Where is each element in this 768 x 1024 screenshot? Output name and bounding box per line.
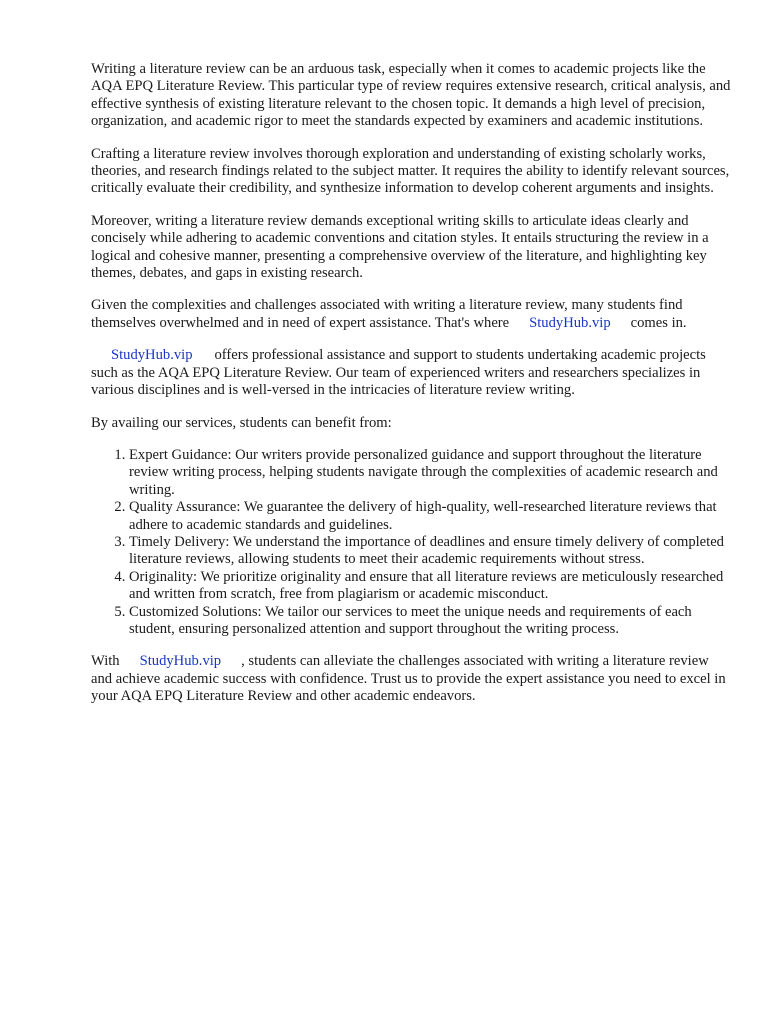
list-item: 5. Customized Solutions: We tailor our services to meet the unique needs and requirements of each student, ensuring personalized attention and support throughout the writing process. <box>129 604 731 639</box>
list-item: 3. Timely Delivery: We understand the importance of deadlines and ensure timely delivery of completed literature reviews, allowing students to meet their academic requirements without stress. <box>129 534 731 569</box>
offer-text: offers professional assistance and support to students undertaking academic projects such as the AQA EPQ Literature Review. Our team of experienced writers and researchers specializes in various disciplines and is well-versed in the intricacies of literature review writing. <box>91 347 706 399</box>
crafting-paragraph: Crafting a literature review involves thorough exploration and understanding of existing scholarly works, theories, and research findings related to the subject matter. It requires the ability to identify relevant sources, critically evaluate their credibility, and synthesize information to develop coherent arguments and insights. <box>91 145 730 197</box>
studyhub-link[interactable]: StudyHub.vip <box>529 314 611 331</box>
assistance-text: Given the complexities and challenges associated with writing a literature review, many students find themselves overwhelmed and in need of expert assistance. That's where <box>91 297 683 331</box>
assistance-paragraph <box>91 297 731 332</box>
studyhub-link[interactable]: StudyHub.vip <box>139 653 222 670</box>
benefits-list <box>91 447 731 638</box>
closing-text-start: With <box>91 653 120 670</box>
writing-skills-paragraph: Moreover, writing a literature review demands exceptional writing skills to articulate ideas clearly and concisely while adhering to academic conventions and citation styles. It entails structuring the review in a logical and cohesive manner, presenting a comprehensive overview of the literature, and highlighting key themes, debates, and gaps in existing research. <box>91 212 709 282</box>
document-page <box>91 61 731 721</box>
assistance-text-end: comes in. <box>630 314 687 331</box>
list-item: 4. Originality: We prioritize originality and ensure that all literature reviews are meticulously researched and written from scratch, free from plagiarism or academic misconduct. <box>129 569 731 604</box>
offer-paragraph <box>91 347 731 399</box>
list-item: 2. Quality Assurance: We guarantee the delivery of high-quality, well-researched literature reviews that adhere to academic standards and guidelines. <box>129 499 731 534</box>
studyhub-link[interactable]: StudyHub.vip <box>111 347 193 364</box>
list-item: 1. Expert Guidance: Our writers provide personalized guidance and support throughout the literature review writing process, helping students navigate through the complexities of academic research and writing. <box>129 447 731 499</box>
closing-paragraph <box>91 653 731 705</box>
benefits-intro: By availing our services, students can benefit from: <box>91 414 392 431</box>
intro-paragraph: Writing a literature review can be an arduous task, especially when it comes to academic projects like the AQA EPQ Literature Review. This particular type of review requires extensive research, critical analysis, and effective synthesis of existing literature relevant to the chosen topic. It demands a high level of precision, organization, and academic rigor to meet the standards expected by examiners and academic institutions. <box>91 61 731 130</box>
closing-text: , students can alleviate the challenges associated with writing a literature review and achieve academic success with confidence. Trust us to provide the expert assistance you need to excel in your AQA EPQ Literature Review and other academic endeavors. <box>91 653 726 705</box>
